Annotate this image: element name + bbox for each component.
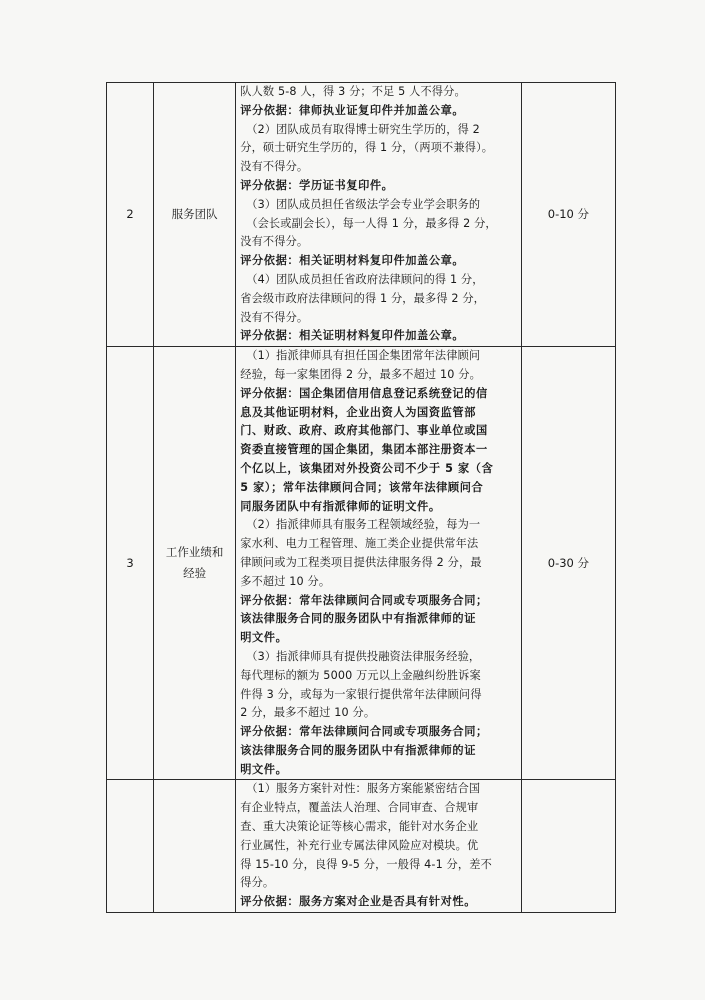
scoring-basis-line: 个亿以上，该集团对外投资公司不少于 5 家（含 [240, 461, 494, 475]
scoring-table [106, 82, 616, 913]
item-name-line: 经验 [183, 566, 207, 581]
criteria-line: （4）团队成员担任省政府法律顾问的得 1 分， [246, 272, 484, 286]
item-name [154, 780, 236, 913]
criteria-line: （3）指派律师具有提供投融资法律服务经验， [246, 649, 481, 663]
scoring-basis-line: 评分依据：常年法律顾问合同或专项服务合同； [240, 593, 488, 607]
row-number [107, 780, 154, 913]
scoring-basis-line: 明文件。 [240, 631, 288, 645]
scoring-basis-line: 息及其他证明材料，企业出资人为国资监管部 [240, 405, 476, 419]
criteria-cell [236, 780, 522, 913]
score-range [521, 780, 615, 913]
criteria-line: 队人数 5-8 人，得 3 分；不足 5 人不得分。 [240, 85, 466, 98]
scoring-basis-line: 5 家）；常年法律顾问合同；该常年法律顾问合 [240, 480, 484, 494]
criteria-line: 每代理标的额为 5000 万元以上金融纠纷胜诉案 [240, 668, 481, 682]
table-row [107, 780, 616, 913]
criteria-line: 件得 3 分，或每为一家银行提供常年法律顾问得 [240, 687, 482, 701]
row-number: 2 [107, 83, 154, 347]
row-number: 3 [107, 347, 154, 780]
criteria-line: （2）团队成员有取得博士研究生学历的，得 2 [246, 122, 480, 136]
criteria-line: 没有不得分。 [240, 160, 309, 174]
criteria-line: 2 分，最多不超过 10 分。 [240, 706, 376, 720]
item-name [154, 347, 236, 780]
criteria-line: 查、重大决策论证等核心需求，能针对水务企业 [240, 820, 479, 834]
scoring-basis-line: 明文件。 [240, 762, 288, 776]
criteria-line: 有企业特点，覆盖法人治理、合同审查、合规审 [240, 801, 479, 815]
scoring-basis-line: 评分依据：律师执业证复印件并加盖公章。 [240, 103, 465, 117]
scoring-basis-line: 评分依据：相关证明材料复印件加盖公章。 [240, 254, 465, 268]
criteria-line: 得 15-10 分，良得 9-5 分，一般得 4-1 分，差不 [240, 857, 492, 871]
scoring-basis-line: 评分依据：服务方案对企业是否具有针对性。 [240, 895, 476, 909]
item-name: 服务团队 [154, 83, 236, 347]
criteria-cell [236, 83, 522, 347]
scoring-basis-line: 同服务团队中有指派律师的证明文件。 [240, 499, 441, 513]
scoring-basis-line: 资委直接管理的国企集团，集团本部注册资本一 [240, 443, 488, 457]
scoring-basis-line: 评分依据：国企集团信用信息登记系统登记的信 [240, 386, 488, 400]
criteria-line: 省会级市政府法律顾问的得 1 分，最多得 2 分， [240, 291, 486, 305]
criteria-line: 没有不得分。 [240, 235, 309, 249]
criteria-line: （1）指派律师具有担任国企集团常年法律顾问 [246, 349, 481, 363]
scoring-basis-line: 评分依据：相关证明材料复印件加盖公章。 [240, 329, 465, 343]
criteria-line: 得分。 [240, 876, 275, 890]
scoring-basis-line: 门、财政、政府、政府其他部门、事业单位或国 [240, 424, 488, 438]
criteria-line: 律顾问或为工程类项目提供法律服务得 2 分，最 [240, 555, 482, 569]
scoring-basis-line: 该法律服务合同的服务团队中有指派律师的证 [240, 743, 476, 757]
table-row [107, 347, 616, 780]
item-name-line: 工作业绩和 [165, 545, 224, 560]
criteria-line: （1）服务方案针对性：服务方案能紧密结合国 [246, 782, 481, 796]
score-range: 0-30 分 [521, 347, 615, 780]
scoring-basis-line: 评分依据：常年法律顾问合同或专项服务合同； [240, 725, 488, 739]
score-range: 0-10 分 [521, 83, 615, 347]
scoring-basis-line: 评分依据：学历证书复印件。 [240, 178, 394, 192]
criteria-line: 分，硕士研究生学历的，得 1 分，（两项不兼得）。 [240, 141, 494, 155]
criteria-line: （3）团队成员担任省级法学会专业学会职务的 [246, 197, 481, 211]
scoring-basis-line: 该法律服务合同的服务团队中有指派律师的证 [240, 612, 476, 626]
criteria-line: （2）指派律师具有服务工程领域经验，每为一 [246, 518, 481, 532]
criteria-line: 没有不得分。 [240, 310, 309, 324]
table-row [107, 83, 616, 347]
criteria-cell [236, 347, 522, 780]
criteria-line: 行业属性，补充行业专属法律风险应对模块。优 [240, 838, 479, 852]
criteria-line: 家水利、电力工程管理、施工类企业提供常年法 [240, 537, 479, 551]
criteria-line: 经验，每一家集团得 2 分，最多不超过 10 分。 [240, 367, 481, 381]
criteria-line: 多不超过 10 分。 [240, 574, 331, 588]
criteria-line: （会长或副会长），每一人得 1 分，最多得 2 分， [246, 216, 497, 230]
